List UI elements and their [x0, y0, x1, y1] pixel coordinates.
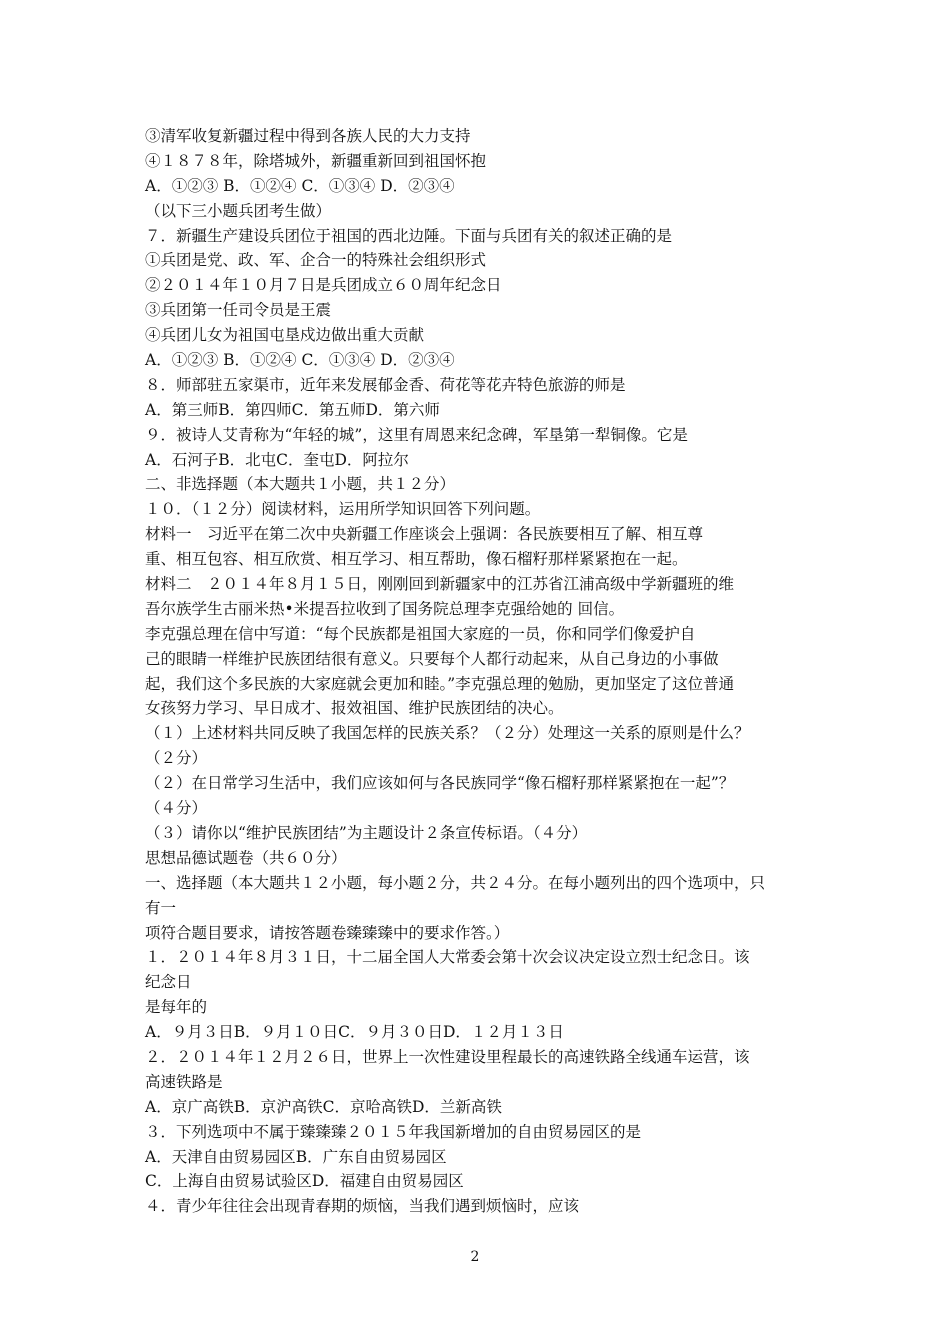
text-line: （２）在日常学习生活中，我们应该如何与各民族同学“像石榴籽那样紧紧抱在一起”？ — [145, 774, 735, 793]
text-line: ２．２０１４年１２月２６日，世界上一次性建设里程最长的高速铁路全线通车运营，该 — [145, 1047, 750, 1066]
text-line: ③清军收复新疆过程中得到各族人民的大力支持 — [145, 127, 471, 145]
text-line: 高速铁路是 — [145, 1072, 223, 1091]
text-line: １．２０１４年８月３１日，十二届全国人大常委会第十次会议决定设立烈士纪念日。该 — [145, 948, 750, 967]
text-line: ７．新疆生产建设兵团位于祖国的西北边陲。下面与兵团有关的叙述正确的是 — [145, 226, 673, 245]
text-line: 纪念日 — [145, 973, 192, 992]
text-line: ②２０１４年１０月７日是兵团成立６０周年纪念日 — [145, 276, 502, 295]
text-line: A．①②③ B．①②④ C．①③④ D．②③④ — [145, 176, 455, 195]
text-line: ④１８７８年，除塔城外，新疆重新回到祖国怀抱 — [145, 151, 487, 170]
text-line: 吾尔族学生古丽米热•米提吾拉收到了国务院总理李克强给她的 回信。 — [145, 599, 625, 618]
text-line: （１）上述材料共同反映了我国怎样的民族关系？（２分）处理这一关系的原则是什么？ — [145, 724, 750, 743]
text-line: １０．（１２分）阅读材料，运用所学知识回答下列问题。 — [145, 500, 541, 519]
text-line: （３）请你以“维护民族团结”为主题设计２条宣传标语。（４分） — [145, 823, 588, 842]
text-line: 材料一 习近平在第二次中央新疆工作座谈会上强调：各民族要相互了解、相互尊 — [145, 525, 704, 544]
text-line: 材料二 ２０１４年８月１５日，刚刚回到新疆家中的江苏省江浦高级中学新疆班的维 — [145, 575, 735, 594]
text-line: ４．青少年往往会出现青春期的烦恼，当我们遇到烦恼时，应该 — [145, 1197, 580, 1216]
text-line: A．天津自由贸易园区B．广东自由贸易园区 — [145, 1147, 447, 1166]
section-heading: 思想品德试题卷（共６０分） — [145, 848, 347, 867]
text-line: ④兵团儿女为祖国屯垦戍边做出重大贡献 — [145, 326, 425, 345]
text-line: 项符合题目要求，请按答题卷臻臻臻中的要求作答。） — [145, 923, 510, 942]
section-heading: 一、选择题（本大题共１２小题，每小题２分，共２４分。在每小题列出的四个选项中，只 — [145, 873, 766, 892]
text-line: ①兵团是党、政、军、企合一的特殊社会组织形式 — [145, 251, 487, 270]
text-line: ８．师部驻五家渠市，近年来发展郁金香、荷花等花卉特色旅游的师是 — [145, 375, 626, 394]
text-line: （以下三小题兵团考生做） — [145, 201, 332, 220]
text-line: 女孩努力学习、早日成才、报效祖国、维护民族团结的决心。 — [145, 699, 564, 718]
text-line: A．９月３日B．９月１０日C．９月３０日D．１２月１３日 — [145, 1023, 564, 1042]
text-line: 己的眼睛一样维护民族团结很有意义。只要每个人都行动起来，从自己身边的小事做 — [145, 649, 719, 668]
text-line: ③兵团第一任司令员是王震 — [145, 301, 332, 320]
text-line: C．上海自由贸易试验区D．福建自由贸易园区 — [145, 1172, 464, 1191]
text-line: 李克强总理在信中写道：“每个民族都是祖国大家庭的一员，你和同学们像爱护自 — [145, 624, 696, 643]
section-heading: 二、非选择题（本大题共１小题，共１２分） — [145, 475, 456, 494]
text-line: 起，我们这个多民族的大家庭就会更加和睦。”李克强总理的勉励，更加坚定了这位普通 — [145, 674, 735, 693]
text-line: 重、相互包容、相互欣赏、相互学习、相互帮助，像石榴籽那样紧紧抱在一起。 — [145, 550, 688, 569]
text-line: （４分） — [145, 799, 208, 818]
page-number: 2 — [470, 1249, 480, 1265]
text-line: 有一 — [145, 898, 177, 917]
text-line: ９．被诗人艾青称为“年轻的城”，这里有周恩来纪念碑，军垦第一犁铜像。它是 — [145, 425, 688, 444]
text-line: A．第三师B．第四师C．第五师D．第六师 — [145, 400, 440, 419]
text-line: A．石河子B．北屯C．奎屯D．阿拉尔 — [145, 450, 409, 469]
text-line: A．①②③ B．①②④ C．①③④ D．②③④ — [145, 351, 455, 370]
text-line: 是每年的 — [145, 998, 208, 1017]
text-line: A．京广高铁B．京沪高铁C．京哈高铁D．兰新高铁 — [145, 1097, 502, 1116]
text-line: ３．下列选项中不属于臻臻臻２０１５年我国新增加的自由贸易园区的是 — [145, 1122, 642, 1141]
page-content — [145, 124, 815, 1219]
text-line: （２分） — [145, 749, 208, 768]
